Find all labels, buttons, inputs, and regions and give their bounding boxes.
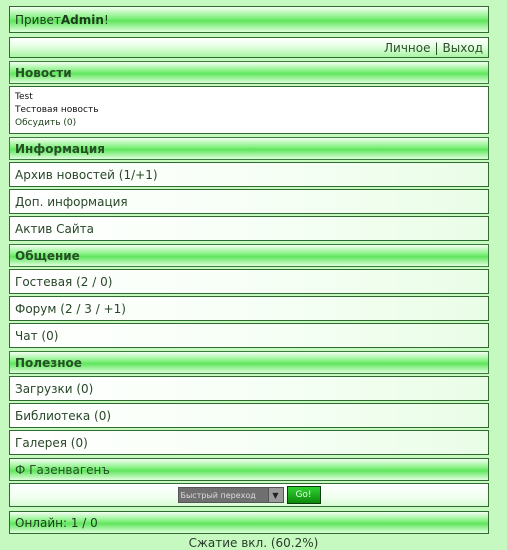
menu-item-chat[interactable]: Чат (0) bbox=[9, 323, 489, 348]
nav-separator: | bbox=[434, 40, 439, 55]
menu-item-news-archive[interactable]: Архив новостей (1/+1) bbox=[9, 162, 489, 187]
news-item-text: Тестовая новость bbox=[15, 105, 99, 115]
extra-link-bar[interactable] bbox=[9, 458, 489, 481]
chevron-down-icon[interactable]: ▼ bbox=[268, 488, 283, 502]
news-header bbox=[9, 61, 489, 84]
news-discuss-link[interactable]: Обсудить (0) bbox=[15, 118, 77, 128]
info-header bbox=[9, 137, 489, 160]
online-bar bbox=[9, 511, 489, 534]
news-item-title: Test bbox=[15, 92, 33, 102]
menu-item-downloads[interactable]: Загрузки (0) bbox=[9, 376, 489, 401]
quick-jump-selected: Быстрый переход bbox=[180, 490, 256, 500]
top-nav bbox=[9, 37, 489, 58]
info-title: Информация bbox=[15, 141, 105, 156]
useful-header bbox=[9, 351, 489, 374]
greeting-suffix: ! bbox=[103, 12, 109, 27]
useful-title: Полезное bbox=[15, 355, 82, 370]
menu-item-guestbook[interactable]: Гостевая (2 / 0) bbox=[9, 269, 489, 294]
menu-item-gallery[interactable]: Галерея (0) bbox=[9, 430, 489, 455]
quick-jump-select[interactable] bbox=[178, 487, 284, 503]
personal-link[interactable]: Личное bbox=[384, 40, 431, 55]
go-button[interactable]: Go! bbox=[287, 486, 321, 504]
compression-status: Сжатие вкл. (60.2%) bbox=[188, 536, 319, 550]
menu-item-library[interactable]: Библиотека (0) bbox=[9, 403, 489, 428]
greeting-username: Admin bbox=[60, 12, 104, 27]
social-title: Общение bbox=[15, 248, 80, 263]
logout-link[interactable]: Выход bbox=[442, 40, 483, 55]
news-block bbox=[9, 86, 489, 134]
quick-jump bbox=[9, 483, 489, 507]
greeting-prefix: Привет bbox=[15, 12, 61, 27]
social-header bbox=[9, 244, 489, 267]
extra-link[interactable]: Ф Газенвагенъ bbox=[15, 462, 110, 477]
page-wrapper bbox=[9, 4, 489, 534]
menu-item-site-assets[interactable]: Актив Сайта bbox=[9, 216, 489, 241]
news-title: Новости bbox=[15, 65, 72, 80]
online-count[interactable]: Онлайн: 1 / 0 bbox=[15, 515, 98, 530]
menu-item-extra-info[interactable]: Доп. информация bbox=[9, 189, 489, 214]
greeting-bar bbox=[9, 6, 489, 33]
menu-item-forum[interactable]: Форум (2 / 3 / +1) bbox=[9, 296, 489, 321]
